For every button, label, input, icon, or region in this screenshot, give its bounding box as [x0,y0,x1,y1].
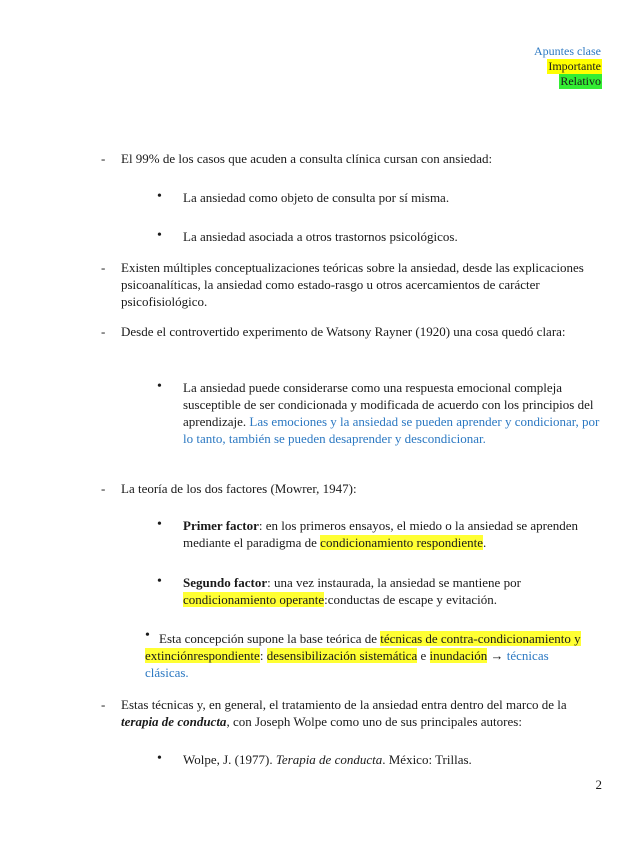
item-text: El 99% de los casos que acuden a consulta clínica cursan con ansiedad: [121,151,493,166]
legend-relativo: Relativo [560,74,601,88]
list-item-5 [101,696,606,730]
bullet-item [157,751,587,768]
bullet-icon: • [157,189,162,204]
bullet-plain: La ansiedad puede considerarse como una respuesta emocional compleja susceptible de ser condicionada y modificada de acuerdo con los principios del aprendizaje. [183,380,594,429]
bullet-end: . [482,535,487,550]
reference-text [183,751,587,768]
colon: : [259,648,267,663]
arrow-icon: → [487,648,507,663]
bold-term: Primer factor [183,518,259,533]
dash-marker: - [101,151,106,166]
item-text: La teoría de los dos factores (Mowrer, 1947): [121,481,357,496]
reference-author: Wolpe, J. (1977). [183,752,276,767]
bullet-icon: • [157,228,162,243]
list-item-2 [101,259,601,310]
conjunction: e [417,648,430,663]
emphasis-term: terapia de conducta [121,714,227,729]
highlight-important: desensibilización sistemática [266,648,418,663]
bullet-icon: • [157,379,162,394]
item-plain: Estas técnicas y, en general, el tratamiento de la ansiedad entra dentro del marco de la [121,697,567,712]
highlight-important: inundación [429,648,488,663]
bullet-text [183,379,602,447]
dash-marker: - [101,260,106,275]
class-note: Las emociones y la ansiedad se pueden aprender y condicionar, por lo tanto, también se pueden desaprender y descondicionar. [183,414,600,446]
item-text: Existen múltiples conceptualizaciones teóricas sobre la ansiedad, desde las explicaciones psicoanalíticas, la ansiedad como estado-rasgo u otros acercamientos de carácter psicofisiológico. [121,260,584,309]
bullet-item [157,228,587,245]
bullet-plain: : en los primeros ensayos, el miedo o la ansiedad se aprenden mediante el paradigma de [183,518,579,550]
bullet-icon: • [145,628,150,643]
bullet-text: La ansiedad asociada a otros trastornos psicológicos. [183,229,458,244]
bullet-icon: • [157,517,162,532]
bullet-item [157,189,587,206]
paragraph-plain: Esta concepción supone la base teórica de [159,631,381,646]
list-item-3 [101,323,591,340]
list-item-1 [101,150,601,167]
dash-marker: - [101,324,106,339]
color-legend [533,44,602,89]
highlight-important: condicionamiento respondiente [320,535,483,550]
bullet-plain: : una vez instaurada, la ansiedad se mantiene por [267,575,521,590]
bullet-icon: • [157,574,162,589]
legend-apuntes-clase: Apuntes clase [534,44,601,58]
bullet-item [157,379,602,447]
bold-term: Segundo factor [183,575,268,590]
dash-marker: - [101,481,106,496]
bullet-text: La ansiedad como objeto de consulta por sí misma. [183,190,450,205]
bullet-item [157,517,582,551]
page-number: 2 [595,777,602,792]
bullet-icon: • [157,751,162,766]
bullet-end: :conductas de escape y evitación. [324,592,498,607]
highlight-important: técnicas de contra-condicionamiento y extinciónrespondiente [145,631,581,663]
highlight-important: condicionamiento operante [183,592,325,607]
list-item-4 [101,480,601,497]
dash-marker: - [101,697,106,712]
paragraph-text [145,630,585,681]
bullet-item [157,574,582,608]
legend-importante: Importante [548,59,601,73]
paragraph-item [145,630,585,681]
class-note: técnicas clásicas. [145,648,549,680]
reference-publisher: . México: Trillas. [382,752,472,767]
item-text: Desde el controvertido experimento de Watsony Rayner (1920) una cosa quedó clara: [121,324,566,339]
item-text [121,696,606,730]
item-plain-end: , con Joseph Wolpe como uno de sus principales autores: [226,714,522,729]
bullet-text [183,574,582,608]
bullet-text [183,517,582,551]
reference-title: Terapia de conducta [275,752,383,767]
